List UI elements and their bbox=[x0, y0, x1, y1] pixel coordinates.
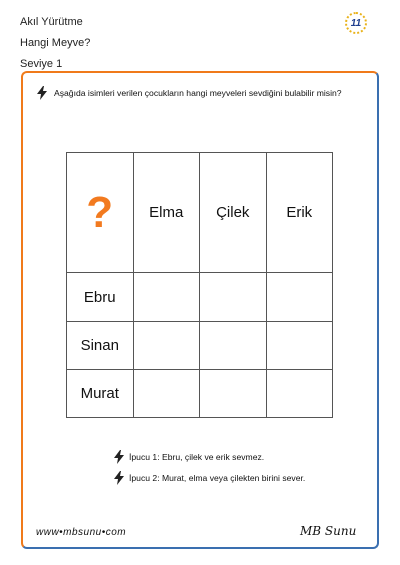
grid-corner-cell bbox=[67, 153, 134, 273]
question-line bbox=[36, 86, 342, 100]
worksheet-category: Akıl Yürütme bbox=[20, 16, 83, 28]
lightning-icon bbox=[36, 86, 48, 100]
grid-row-ebru bbox=[67, 273, 333, 321]
website-link[interactable]: www•mbsunu•com bbox=[36, 527, 127, 538]
grid-cell[interactable] bbox=[133, 321, 200, 369]
lightning-icon bbox=[113, 471, 125, 485]
grid-cell[interactable] bbox=[133, 273, 200, 321]
hint-text: İpucu 1: Ebru, çilek ve erik sevmez. bbox=[129, 452, 265, 462]
row-header-ebru: Ebru bbox=[67, 273, 134, 321]
hint-1 bbox=[113, 450, 264, 464]
column-header-erik: Erik bbox=[266, 153, 333, 273]
row-header-murat: Murat bbox=[67, 369, 134, 417]
worksheet-title: Hangi Meyve? bbox=[20, 37, 91, 49]
grid-cell[interactable] bbox=[200, 321, 267, 369]
column-header-elma: Elma bbox=[133, 153, 200, 273]
brand-signature: MB Sunu bbox=[300, 524, 357, 538]
hint-text: İpucu 2: Murat, elma veya çilekten birini sever. bbox=[129, 473, 306, 483]
grid-cell[interactable] bbox=[266, 273, 333, 321]
logic-grid bbox=[66, 152, 333, 418]
grid-cell[interactable] bbox=[133, 369, 200, 417]
question-text: Aşağıda isimleri verilen çocukların hangi meyveleri sevdiğini bulabilir misin? bbox=[54, 88, 342, 98]
grid-row-sinan bbox=[67, 321, 333, 369]
question-mark-icon: ? bbox=[86, 187, 114, 237]
grid-cell[interactable] bbox=[200, 369, 267, 417]
hint-2 bbox=[113, 471, 305, 485]
page-number-badge: 11 bbox=[345, 12, 367, 34]
grid-cell[interactable] bbox=[266, 321, 333, 369]
grid-header-row bbox=[67, 153, 333, 273]
grid-row-murat bbox=[67, 369, 333, 417]
worksheet-level: Seviye 1 bbox=[20, 58, 63, 70]
grid-cell[interactable] bbox=[266, 369, 333, 417]
lightning-icon bbox=[113, 450, 125, 464]
row-header-sinan: Sinan bbox=[67, 321, 134, 369]
column-header-cilek: Çilek bbox=[200, 153, 267, 273]
grid-cell[interactable] bbox=[200, 273, 267, 321]
